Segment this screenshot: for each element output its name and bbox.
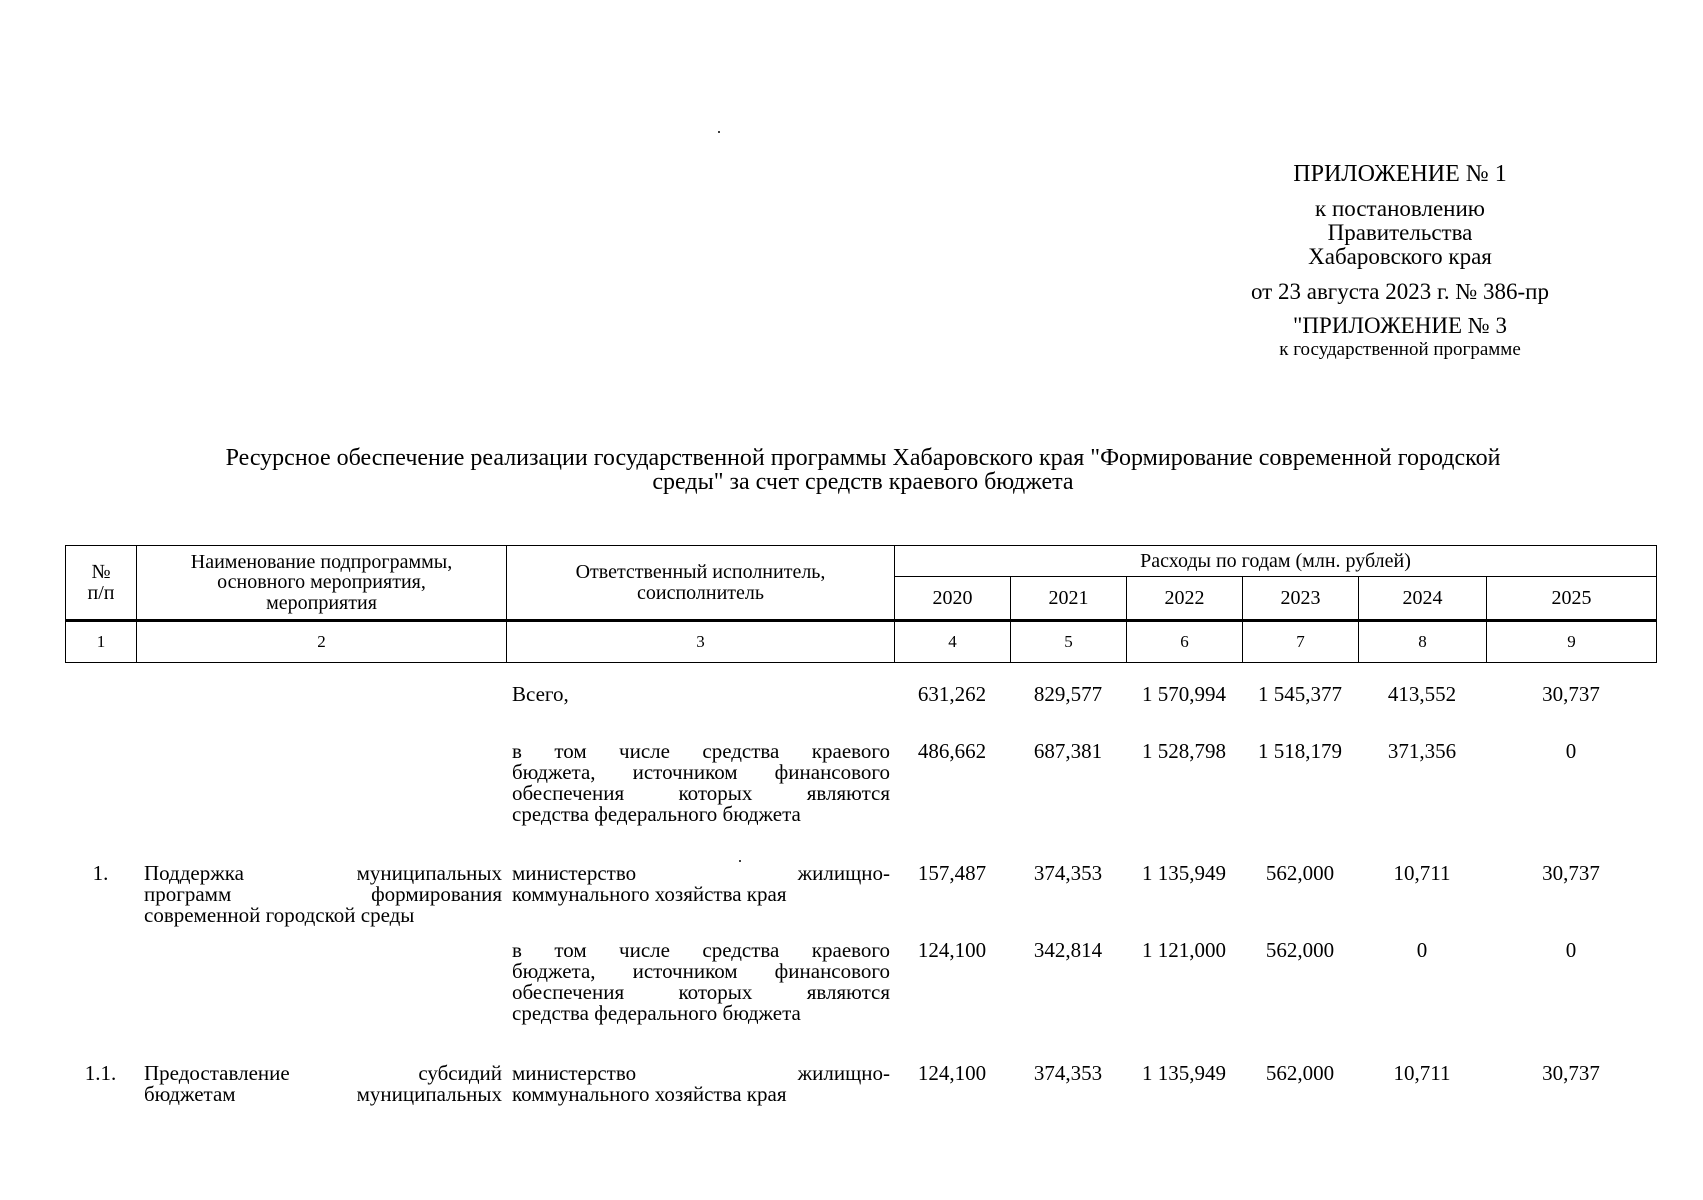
value-2025: 30,737 [1542, 1061, 1600, 1085]
header-number-line: п/п [87, 581, 115, 604]
executor-line: в том числе средства краевого [512, 938, 890, 962]
value-2024: 0 [1416, 938, 1428, 962]
column-number: 6 [1127, 621, 1243, 663]
value-2024: 10,711 [1393, 1061, 1451, 1085]
value-2023: 1 545,377 [1258, 682, 1342, 706]
resolution-date-number: от 23 августа 2023 г. № 386-пр [1250, 278, 1549, 304]
region: Хабаровского края [1308, 244, 1492, 270]
row-number [65, 741, 136, 863]
value-2022: 1 528,798 [1142, 739, 1226, 763]
value-2020: 124,100 [917, 938, 987, 962]
executor-line: обеспечения которых являются [512, 980, 890, 1004]
executor-line: в том числе средства краевого [512, 739, 890, 763]
value-2023: 562,000 [1265, 861, 1335, 885]
executor-line: коммунального хозяйства края [512, 882, 787, 906]
row-name [136, 684, 506, 741]
column-number: 7 [1243, 621, 1359, 663]
header-name-line: Наименование подпрограммы, [190, 550, 453, 573]
value-2022: 1 121,000 [1142, 938, 1226, 962]
value-2020: 157,487 [917, 861, 987, 885]
value-2021: 829,577 [1033, 682, 1103, 706]
row-executor [506, 940, 894, 1063]
table-row [65, 1063, 1656, 1123]
value-2025: 30,737 [1542, 861, 1600, 885]
value-2024: 10,711 [1393, 861, 1451, 885]
name-line: современной городской среды [144, 903, 415, 927]
resolution-reference [1165, 197, 1635, 269]
value-2022: 1 135,949 [1142, 1061, 1226, 1085]
row-executor [506, 684, 894, 741]
row-name [136, 940, 506, 1063]
header-year: 2023 [1243, 577, 1359, 621]
value-2021: 342,814 [1033, 938, 1103, 962]
executor-line: средства федерального бюджета [512, 802, 801, 826]
header-expenses: Расходы по годам (млн. рублей) [895, 546, 1657, 577]
name-line: программ формирования [144, 882, 502, 906]
header-name-line: мероприятия [266, 591, 377, 614]
value-2023: 562,000 [1265, 938, 1335, 962]
row-number [65, 684, 136, 741]
appendix-number: ПРИЛОЖЕНИЕ № 1 [1293, 161, 1507, 187]
executor-line: Всего, [512, 682, 569, 706]
row-executor [506, 863, 894, 940]
title-line-2: среды" за счет средств краевого бюджета [652, 469, 1074, 496]
value-2023: 562,000 [1265, 1061, 1335, 1085]
value-2020: 124,100 [917, 1061, 987, 1085]
table-row [65, 684, 1656, 741]
value-2020: 486,662 [917, 739, 987, 763]
header-executor [507, 546, 895, 621]
value-2023: 1 518,179 [1258, 739, 1342, 763]
appendix-block [1165, 162, 1635, 360]
title-line-1: Ресурсное обеспечение реализации государственной программы Хабаровского края "Формирование современной городской [225, 445, 1501, 471]
header-year: 2025 [1487, 577, 1657, 621]
value-2025: 30,737 [1542, 682, 1600, 706]
value-2024: 413,552 [1387, 682, 1457, 706]
header-year: 2021 [1011, 577, 1127, 621]
value-2025: 0 [1565, 739, 1577, 763]
table-body [65, 684, 1656, 1123]
government: Правительства [1327, 220, 1473, 246]
executor-line: коммунального хозяйства края [512, 1082, 787, 1106]
document-title [98, 446, 1628, 495]
header-number-line: № [91, 561, 111, 584]
executor-line: средства федерального бюджета [512, 1001, 801, 1025]
value-2021: 374,353 [1033, 861, 1103, 885]
column-number: 4 [895, 621, 1011, 663]
value-2022: 1 570,994 [1142, 682, 1226, 706]
row-number: 1.1. [84, 1061, 117, 1085]
row-name [136, 863, 506, 940]
executor-line: министерство жилищно- [512, 1061, 890, 1085]
header-executor-line: Ответственный исполнитель, [575, 561, 826, 584]
to-program: к государственной программе [1279, 338, 1521, 360]
value-2024: 371,356 [1387, 739, 1457, 763]
header-executor-line: соисполнитель [636, 581, 764, 604]
column-number: 3 [507, 621, 895, 663]
header-year: 2022 [1127, 577, 1243, 621]
row-executor [506, 741, 894, 863]
value-2021: 687,381 [1033, 739, 1103, 763]
row-number [65, 940, 136, 1063]
column-number: 2 [137, 621, 507, 663]
column-number: 8 [1359, 621, 1487, 663]
scan-speck [718, 131, 720, 133]
column-number: 1 [66, 621, 137, 663]
name-line: бюджетам муниципальных [144, 1082, 502, 1106]
name-line: Предоставление субсидий [144, 1061, 502, 1085]
header-name-line: основного мероприятия, [217, 571, 426, 594]
column-number: 5 [1011, 621, 1127, 663]
column-number: 9 [1487, 621, 1657, 663]
prior-appendix-number: "ПРИЛОЖЕНИЕ № 3 [1293, 312, 1507, 338]
value-2022: 1 135,949 [1142, 861, 1226, 885]
row-number: 1. [92, 861, 109, 885]
header-year: 2020 [895, 577, 1011, 621]
row-name [136, 1063, 506, 1123]
header-year: 2024 [1359, 577, 1487, 621]
table-header [65, 545, 1657, 663]
table-row [65, 863, 1656, 940]
row-name [136, 741, 506, 863]
executor-line: бюджета, источником финансового [512, 760, 890, 784]
header-name [137, 546, 507, 621]
executor-line: обеспечения которых являются [512, 781, 890, 805]
executor-line: бюджета, источником финансового [512, 959, 890, 983]
header-number [66, 546, 137, 621]
table-row [65, 741, 1656, 863]
name-line: Поддержка муниципальных [144, 861, 502, 885]
value-2020: 631,262 [917, 682, 987, 706]
value-2025: 0 [1565, 938, 1577, 962]
to-resolution: к постановлению [1315, 196, 1485, 222]
value-2021: 374,353 [1033, 1061, 1103, 1085]
executor-line: министерство жилищно- [512, 861, 890, 885]
row-executor [506, 1063, 894, 1123]
table-row [65, 940, 1656, 1063]
